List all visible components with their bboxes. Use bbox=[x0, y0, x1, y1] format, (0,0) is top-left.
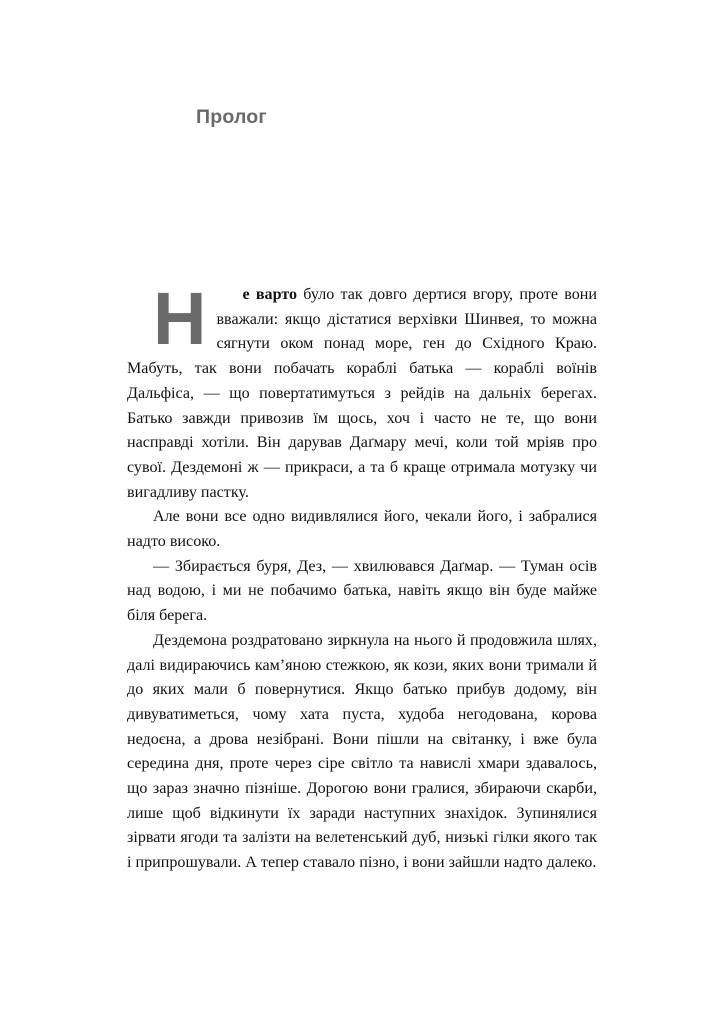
paragraph-3-dialogue: — Збирається буря, Дез, — хвилювався Даґмар. — Туман осів над водою, і ми не побачимо батька, навіть якщо він буде майже біля берега. bbox=[127, 557, 597, 625]
paragraph-opening-text: було так довго дертися вгору, проте вони вважали: якщо дістатися верхівки Шинвея, то можна сягнути оком понад море, ген до Східного Краю. Мабуть, так вони побачать кораблі батька — кораблі воїнів Дальфіса, — що повертатимуться з рейдів на дальніх берегах. Батько завжди привозив їм щось, хоч і часто не те, що вони насправді хотіли. Він дарував Даґмару мечі, коли той мріяв про сувої. Дездемоні ж — прикраси, а та б краще отримала мотузку чи вигадливу пастку. bbox=[127, 286, 597, 501]
paragraph-opening bbox=[127, 277, 597, 505]
body-text-column bbox=[127, 277, 597, 876]
paragraph-2: Але вони все одно видивлялися його, чекали його, і забралися надто високо. bbox=[127, 508, 597, 551]
drop-cap: Н bbox=[153, 277, 207, 360]
lead-bold-run: е варто bbox=[242, 286, 298, 303]
page-title: Пролог bbox=[196, 106, 267, 129]
paragraph-4: Дездемона роздратовано зиркнула на нього й продовжила шлях, далі видираючись кам’яною стежкою, як кози, яких вони тримали й до яких мали б повернутися. Якщо батько прибув додому, він дивуватиметься, чому хата пуста, худоба негодована, корова недоєна, а дрова незібрані. Вони пішли на світанку, і вже була середина дня, проте через сіре світло та навислі хмари здавалось, що зараз значно пізніше. Дорогою вони гралися, збираючи скарби, лише щоб відкинути їх заради наступних знахідок. Зупинялися зірвати ягоди та залізти на велетенський дуб, низькі гілки якого так і припрошували. А тепер ставало пізно, і вони зайшли надто далеко. bbox=[127, 631, 597, 872]
